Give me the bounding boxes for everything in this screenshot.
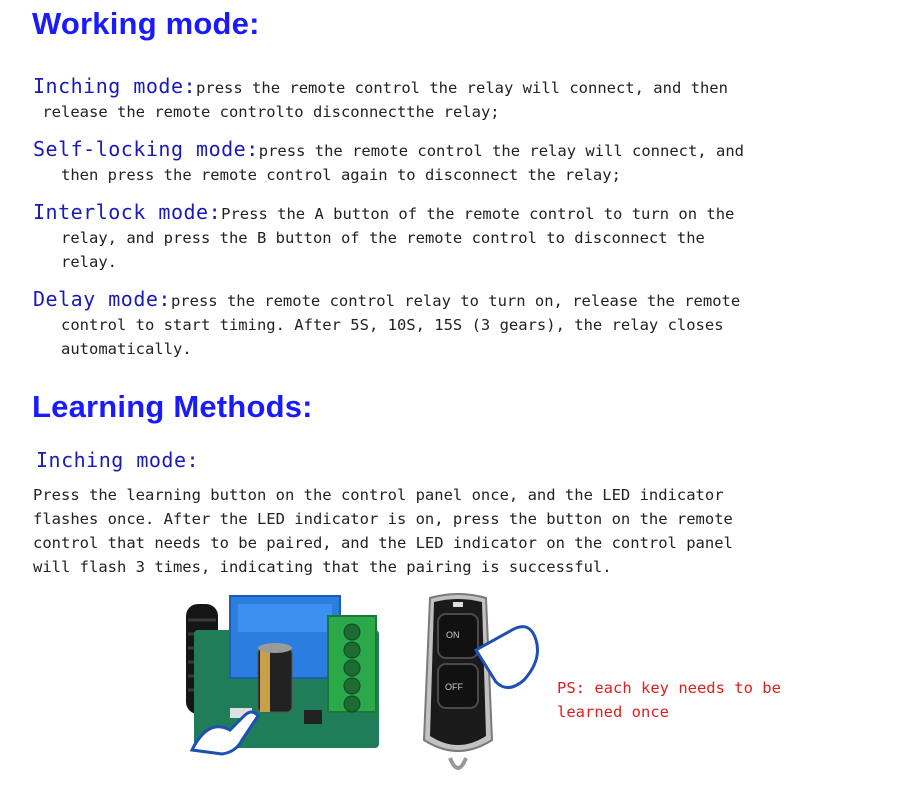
- interlock-line-1: Press the A button of the remote control to turn on the: [221, 205, 735, 223]
- keyring: [450, 758, 466, 768]
- ps-line-1: PS: each key needs to be: [557, 679, 781, 697]
- learning-line-3: control that needs to be paired, and the LED indicator on the control panel: [33, 534, 733, 552]
- learning-line-4: will flash 3 times, indicating that the pairing is successful.: [33, 558, 612, 576]
- interlock-mode-description: [33, 200, 734, 274]
- remote-control-image: [400, 590, 550, 785]
- delay-mode-description: [33, 287, 740, 361]
- delay-line-1: press the remote control relay to turn on, release the remote: [170, 292, 741, 310]
- learning-methods-heading: Learning Methods:: [32, 389, 313, 424]
- interlock-mode-label: Interlock mode:: [33, 200, 222, 224]
- self-locking-line-1: press the remote control the relay will connect, and: [258, 142, 745, 160]
- self-locking-line-2: then press the remote control again to disconnect the relay;: [61, 166, 621, 184]
- relay-receiver-board-image: [178, 590, 383, 760]
- working-mode-heading: Working mode:: [32, 6, 260, 41]
- self-locking-mode-description: [33, 137, 744, 187]
- learning-line-1: Press the learning button on the control panel once, and the LED indicator: [33, 486, 724, 504]
- inching-line-2: release the remote controlto disconnectthe relay;: [42, 103, 500, 121]
- inching-mode-label: Inching mode:: [33, 74, 197, 98]
- on-button-label: ON: [446, 630, 460, 640]
- inching-line-1: press the remote control the relay will connect, and then: [196, 79, 728, 97]
- interlock-line-3: relay.: [61, 253, 117, 271]
- learning-line-2: flashes once. After the LED indicator is on, press the button on the remote: [33, 510, 733, 528]
- off-button-label: OFF: [445, 682, 463, 692]
- inching-mode-description: [33, 74, 728, 124]
- delay-line-3: automatically.: [61, 340, 192, 358]
- learning-instructions: [33, 483, 733, 579]
- delay-line-2: control to start timing. After 5S, 10S, 15S (3 gears), the relay closes: [61, 316, 724, 334]
- interlock-line-2: relay, and press the B button of the remote control to disconnect the: [61, 229, 705, 247]
- ps-note: [557, 676, 781, 724]
- learning-inching-mode-label: Inching mode:: [36, 448, 200, 472]
- self-locking-mode-label: Self-locking mode:: [33, 137, 259, 161]
- learning-button: [304, 710, 322, 724]
- ps-line-2: learned once: [557, 703, 669, 721]
- delay-mode-label: Delay mode:: [33, 287, 171, 311]
